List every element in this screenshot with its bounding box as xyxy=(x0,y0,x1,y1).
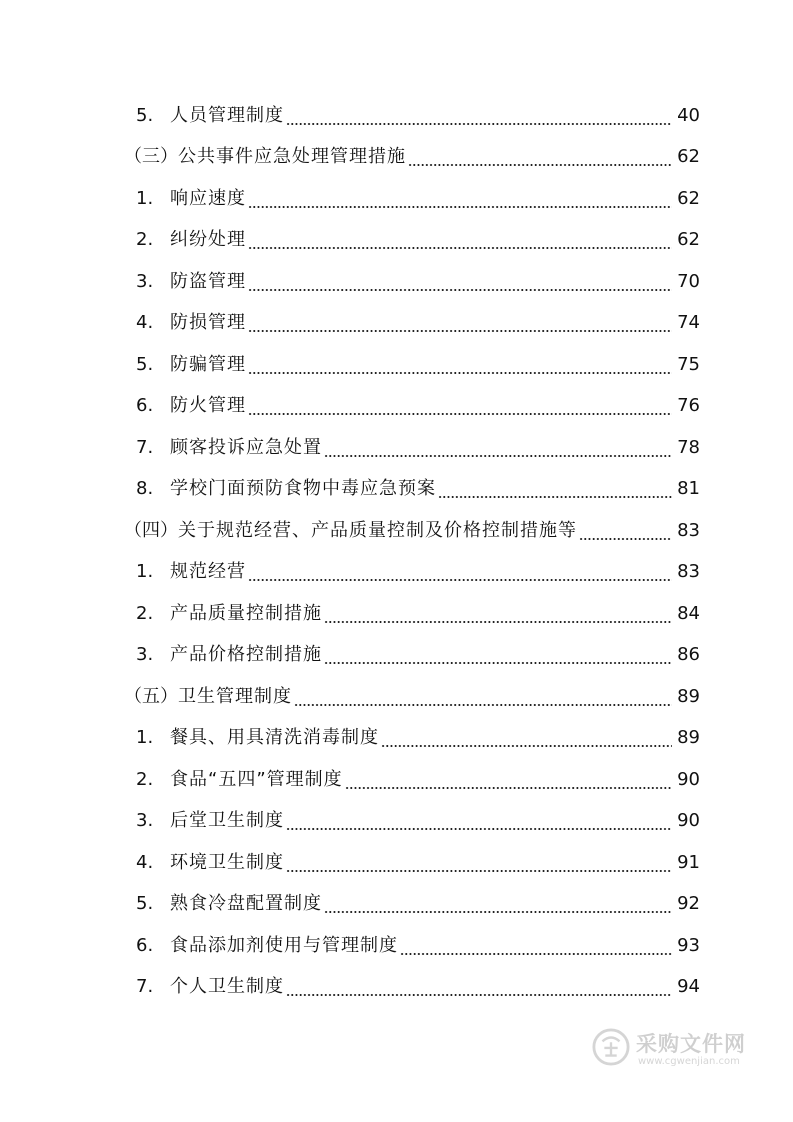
toc-dot-leader xyxy=(438,478,672,500)
toc-dot-leader xyxy=(248,188,672,210)
watermark-url: www.cgwenjian.com xyxy=(638,1056,740,1067)
toc-page-number: 40 xyxy=(677,104,700,126)
toc-dot-leader xyxy=(248,312,672,334)
toc-page-number: 78 xyxy=(677,436,700,458)
toc-entry[interactable] xyxy=(0,178,793,220)
watermark-logo xyxy=(592,1024,752,1076)
toc-entry-title: 防盗管理 xyxy=(170,270,246,292)
toc-page-number: 86 xyxy=(677,644,700,666)
toc-entry[interactable] xyxy=(0,137,793,179)
toc-entry-number: 4. xyxy=(136,312,154,334)
toc-entry-number: 3. xyxy=(136,810,154,832)
toc-dot-leader xyxy=(408,146,672,168)
toc-entry-number: 2. xyxy=(136,768,154,790)
toc-entry-number: 1. xyxy=(136,727,154,749)
toc-dot-leader xyxy=(248,271,672,293)
toc-page-number: 81 xyxy=(677,478,700,500)
toc-page-number: 89 xyxy=(677,685,700,707)
toc-entry[interactable] xyxy=(0,510,793,552)
toc-dot-leader xyxy=(345,769,672,791)
toc-entry-title: 响应速度 xyxy=(170,187,246,209)
toc-page-number: 90 xyxy=(677,768,700,790)
toc-entry-title: 食品“五四”管理制度 xyxy=(170,768,343,790)
toc-entry-title: 纠纷处理 xyxy=(170,229,246,251)
toc-dot-leader xyxy=(286,810,672,832)
toc-entry-title: 规范经营 xyxy=(170,561,246,583)
watermark-name: 采购文件网 xyxy=(636,1032,746,1056)
toc-entry-title: 公共事件应急处理管理措施 xyxy=(178,146,406,168)
toc-page-number: 74 xyxy=(677,312,700,334)
toc-page-number: 89 xyxy=(677,727,700,749)
toc-entry-title: 环境卫生制度 xyxy=(170,851,284,873)
toc-dot-leader xyxy=(400,935,672,957)
toc-entry-title: 防骗管理 xyxy=(170,353,246,375)
toc-entry-number: 6. xyxy=(136,395,154,417)
toc-entry[interactable] xyxy=(0,718,793,760)
toc-entry[interactable] xyxy=(0,261,793,303)
toc-entry[interactable] xyxy=(0,469,793,511)
toc-entry[interactable] xyxy=(0,552,793,594)
toc-entry-number: 2. xyxy=(136,602,154,624)
toc-page-number: 83 xyxy=(677,561,700,583)
toc-entry-number: 6. xyxy=(136,934,154,956)
toc-entry[interactable] xyxy=(0,303,793,345)
toc-entry-title: 产品价格控制措施 xyxy=(170,644,322,666)
toc-page-number: 62 xyxy=(677,146,700,168)
toc-page-number: 83 xyxy=(677,519,700,541)
toc-entry-number: 4. xyxy=(136,851,154,873)
toc-entry-title: 产品质量控制措施 xyxy=(170,602,322,624)
toc-page-number: 84 xyxy=(677,602,700,624)
toc-entry[interactable] xyxy=(0,842,793,884)
toc-dot-leader xyxy=(248,354,672,376)
toc-dot-leader xyxy=(324,893,672,915)
toc-entry-title: 顾客投诉应急处置 xyxy=(170,436,322,458)
toc-dot-leader xyxy=(324,644,672,666)
toc-page-number: 76 xyxy=(677,395,700,417)
toc-entry[interactable] xyxy=(0,967,793,1009)
toc-page-number: 94 xyxy=(677,976,700,998)
toc-entry[interactable] xyxy=(0,884,793,926)
toc-entry[interactable] xyxy=(0,801,793,843)
toc-entry-number: 1. xyxy=(136,187,154,209)
toc-entry-title: 食品添加剂使用与管理制度 xyxy=(170,934,398,956)
toc-entry-number: 7. xyxy=(136,976,154,998)
toc-dot-leader xyxy=(381,727,672,749)
toc-entry-number: 2. xyxy=(136,229,154,251)
toc-dot-leader xyxy=(324,603,672,625)
toc-entry[interactable] xyxy=(0,386,793,428)
toc-entry-number: （四） xyxy=(124,519,178,541)
toc-entry-title: 后堂卫生制度 xyxy=(170,810,284,832)
toc-entry[interactable] xyxy=(0,635,793,677)
toc-dot-leader xyxy=(286,105,672,127)
toc-dot-leader xyxy=(324,437,672,459)
toc-entry[interactable] xyxy=(0,676,793,718)
toc-entry-number: （三） xyxy=(124,146,178,168)
toc-dot-leader xyxy=(579,520,672,542)
toc-entry-number: 3. xyxy=(136,644,154,666)
toc-entry[interactable] xyxy=(0,95,793,137)
toc-dot-leader xyxy=(248,229,672,251)
toc-entry[interactable] xyxy=(0,759,793,801)
toc-entry-number: 8. xyxy=(136,478,154,500)
toc-entry-title: 人员管理制度 xyxy=(170,104,284,126)
toc-entry-title: 熟食冷盘配置制度 xyxy=(170,893,322,915)
toc-entry-number: 5. xyxy=(136,893,154,915)
toc-page-number: 70 xyxy=(677,270,700,292)
toc-entry-title: 个人卫生制度 xyxy=(170,976,284,998)
toc-dot-leader xyxy=(286,852,672,874)
toc-entry-number: 1. xyxy=(136,561,154,583)
toc-entry-title: 防火管理 xyxy=(170,395,246,417)
toc-entry[interactable] xyxy=(0,593,793,635)
toc-page-number: 91 xyxy=(677,851,700,873)
toc-dot-leader xyxy=(286,976,672,998)
toc-page-number: 75 xyxy=(677,353,700,375)
toc-entry-number: （五） xyxy=(124,685,178,707)
table-of-contents xyxy=(0,95,793,1008)
toc-page-number: 92 xyxy=(677,893,700,915)
toc-entry[interactable] xyxy=(0,427,793,469)
cgwenjian-logo-icon xyxy=(592,1028,630,1066)
toc-entry-number: 3. xyxy=(136,270,154,292)
toc-page-number: 90 xyxy=(677,810,700,832)
toc-dot-leader xyxy=(248,395,672,417)
toc-entry-title: 防损管理 xyxy=(170,312,246,334)
toc-entry[interactable] xyxy=(0,344,793,386)
toc-entry-title: 餐具、用具清洗消毒制度 xyxy=(170,727,379,749)
toc-dot-leader xyxy=(248,561,672,583)
toc-dot-leader xyxy=(294,686,672,708)
toc-entry-title: 学校门面预防食物中毒应急预案 xyxy=(170,478,436,500)
toc-page-number: 93 xyxy=(677,934,700,956)
toc-entry-number: 5. xyxy=(136,104,154,126)
toc-entry-number: 5. xyxy=(136,353,154,375)
toc-entry-number: 7. xyxy=(136,436,154,458)
toc-page-number: 62 xyxy=(677,187,700,209)
toc-page-number: 62 xyxy=(677,229,700,251)
toc-entry-title: 关于规范经营、产品质量控制及价格控制措施等 xyxy=(178,519,577,541)
toc-entry-title: 卫生管理制度 xyxy=(178,685,292,707)
toc-entry[interactable] xyxy=(0,925,793,967)
toc-entry[interactable] xyxy=(0,220,793,262)
